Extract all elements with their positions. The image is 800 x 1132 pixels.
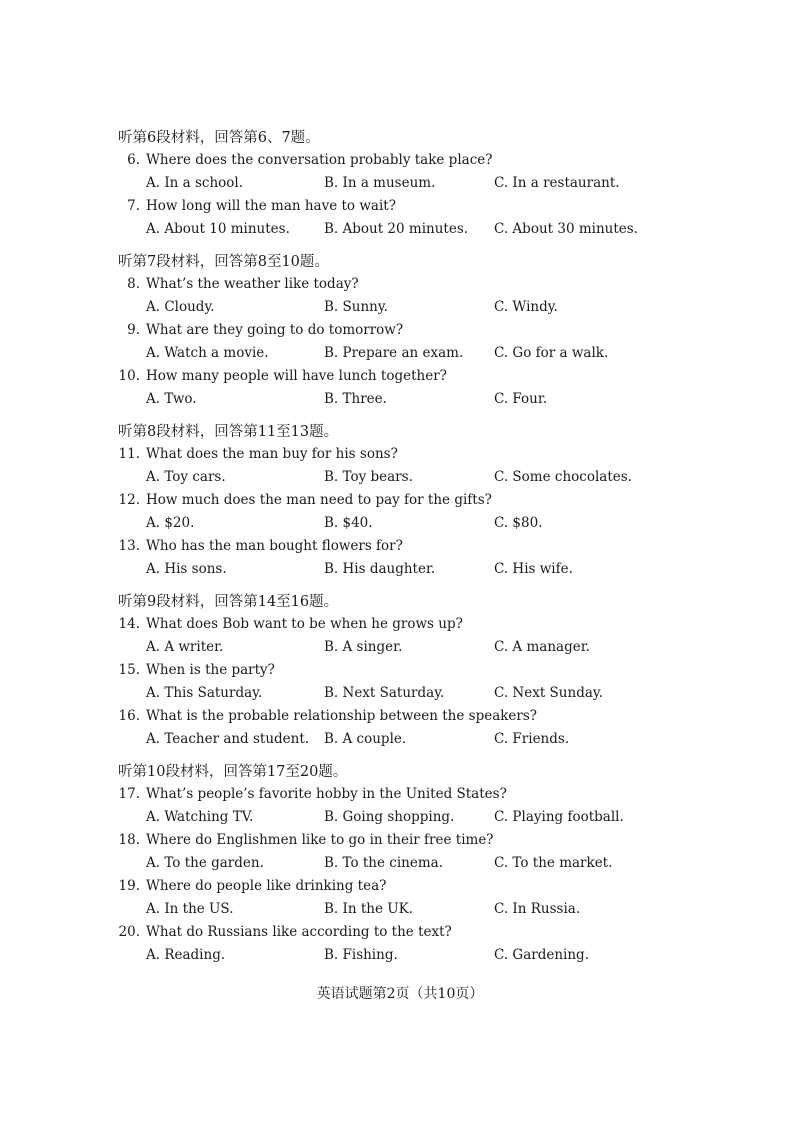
question xyxy=(118,365,678,387)
section-heading: 听第9段材料，回答第14至16题。 xyxy=(118,594,339,610)
answer-options xyxy=(118,558,678,580)
question xyxy=(118,319,678,341)
answer-options xyxy=(118,806,678,828)
option-a: A. About 10 minutes. xyxy=(146,221,290,237)
option-a: A. Reading. xyxy=(146,947,226,963)
question xyxy=(118,149,678,171)
section-heading: 听第7段材料，回答第8至10题。 xyxy=(118,254,329,270)
option-b: B. A couple. xyxy=(324,731,407,747)
option-c: C. In a restaurant. xyxy=(494,175,620,191)
question xyxy=(118,535,678,557)
option-c: C. To the market. xyxy=(494,855,613,871)
question xyxy=(118,613,678,635)
option-c: C. Friends. xyxy=(494,731,570,747)
question-text: What is the probable relationship between the speakers? xyxy=(146,708,538,724)
question-number: 16. xyxy=(118,708,140,724)
question-number: 15. xyxy=(118,662,140,678)
question-text: Where does the conversation probably take place? xyxy=(146,152,493,168)
answer-options xyxy=(118,466,678,488)
option-a: A. To the garden. xyxy=(146,855,264,871)
question xyxy=(118,195,678,217)
option-b: B. Going shopping. xyxy=(324,809,455,825)
option-b: B. In a museum. xyxy=(324,175,436,191)
question-number: 19. xyxy=(118,878,140,894)
question-text: What does Bob want to be when he grows up? xyxy=(146,616,463,632)
section-heading: 听第8段材料，回答第11至13题。 xyxy=(118,424,339,440)
option-b: B. $40. xyxy=(324,515,373,531)
option-a: A. In the US. xyxy=(146,901,234,917)
page-footer: 英语试题第2页（共10页） xyxy=(316,986,484,1002)
question xyxy=(118,705,678,727)
question xyxy=(118,829,678,851)
answer-options xyxy=(118,342,678,364)
option-c: C. Windy. xyxy=(494,299,558,315)
question xyxy=(118,443,678,465)
option-a: A. Watch a movie. xyxy=(146,345,269,361)
question-text: What does the man buy for his sons? xyxy=(146,446,398,462)
answer-options xyxy=(118,898,678,920)
question-number: 10. xyxy=(118,368,140,384)
question-number: 20. xyxy=(118,924,140,940)
answer-options xyxy=(118,728,678,750)
question-text: What’s people’s favorite hobby in the United States? xyxy=(146,786,507,802)
option-b: B. To the cinema. xyxy=(324,855,443,871)
option-c: C. $80. xyxy=(494,515,543,531)
question xyxy=(118,875,678,897)
answer-options xyxy=(118,636,678,658)
answer-options xyxy=(118,512,678,534)
option-c: C. Go for a walk. xyxy=(494,345,609,361)
question-number: 14. xyxy=(118,616,140,632)
question xyxy=(118,273,678,295)
question xyxy=(118,783,678,805)
option-b: B. A singer. xyxy=(324,639,403,655)
option-a: A. A writer. xyxy=(146,639,224,655)
question-number: 17. xyxy=(118,786,140,802)
option-c: C. A manager. xyxy=(494,639,590,655)
question-number: 11. xyxy=(118,446,140,462)
option-b: B. His daughter. xyxy=(324,561,436,577)
option-b: B. In the UK. xyxy=(324,901,413,917)
option-a: A. In a school. xyxy=(146,175,244,191)
question-text: When is the party? xyxy=(146,662,275,678)
answer-options xyxy=(118,682,678,704)
answer-options xyxy=(118,296,678,318)
question-text: How many people will have lunch together? xyxy=(146,368,447,384)
question-text: Where do people like drinking tea? xyxy=(146,878,387,894)
option-a: A. Toy cars. xyxy=(146,469,226,485)
option-c: C. Playing football. xyxy=(494,809,624,825)
option-a: A. Two. xyxy=(146,391,197,407)
option-a: A. This Saturday. xyxy=(146,685,263,701)
option-c: C. Four. xyxy=(494,391,548,407)
option-a: A. $20. xyxy=(146,515,195,531)
option-c: C. Gardening. xyxy=(494,947,589,963)
question xyxy=(118,921,678,943)
option-c: C. In Russia. xyxy=(494,901,581,917)
option-a: A. His sons. xyxy=(146,561,227,577)
option-b: B. About 20 minutes. xyxy=(324,221,469,237)
question-number: 12. xyxy=(118,492,140,508)
section-heading: 听第6段材料，回答第6、7题。 xyxy=(118,130,320,146)
option-c: C. Some chocolates. xyxy=(494,469,632,485)
option-c: C. Next Sunday. xyxy=(494,685,604,701)
question-number: 6. xyxy=(127,152,140,168)
listening-questions xyxy=(118,128,678,966)
section-heading: 听第10段材料，回答第17至20题。 xyxy=(118,764,348,780)
question-text: What are they going to do tomorrow? xyxy=(146,322,404,338)
option-b: B. Prepare an exam. xyxy=(324,345,464,361)
option-b: B. Next Saturday. xyxy=(324,685,445,701)
question-number: 8. xyxy=(127,276,140,292)
answer-options xyxy=(118,852,678,874)
option-a: A. Teacher and student. xyxy=(146,731,310,747)
option-b: B. Toy bears. xyxy=(324,469,413,485)
question-text: How long will the man have to wait? xyxy=(146,198,396,214)
answer-options xyxy=(118,944,678,966)
answer-options xyxy=(118,388,678,410)
option-b: B. Sunny. xyxy=(324,299,388,315)
answer-options xyxy=(118,172,678,194)
question-number: 7. xyxy=(127,198,140,214)
question-text: Who has the man bought flowers for? xyxy=(146,538,403,554)
question-text: Where do Englishmen like to go in their free time? xyxy=(146,832,494,848)
answer-options xyxy=(118,218,678,240)
option-a: A. Cloudy. xyxy=(146,299,215,315)
option-a: A. Watching TV. xyxy=(146,809,254,825)
option-c: C. His wife. xyxy=(494,561,573,577)
question-number: 18. xyxy=(118,832,140,848)
question xyxy=(118,659,678,681)
option-c: C. About 30 minutes. xyxy=(494,221,638,237)
question-number: 9. xyxy=(127,322,140,338)
question-number: 13. xyxy=(118,538,140,554)
question-text: What’s the weather like today? xyxy=(146,276,359,292)
question-text: How much does the man need to pay for the gifts? xyxy=(146,492,492,508)
question-text: What do Russians like according to the text? xyxy=(146,924,452,940)
option-b: B. Fishing. xyxy=(324,947,398,963)
option-b: B. Three. xyxy=(324,391,387,407)
question xyxy=(118,489,678,511)
